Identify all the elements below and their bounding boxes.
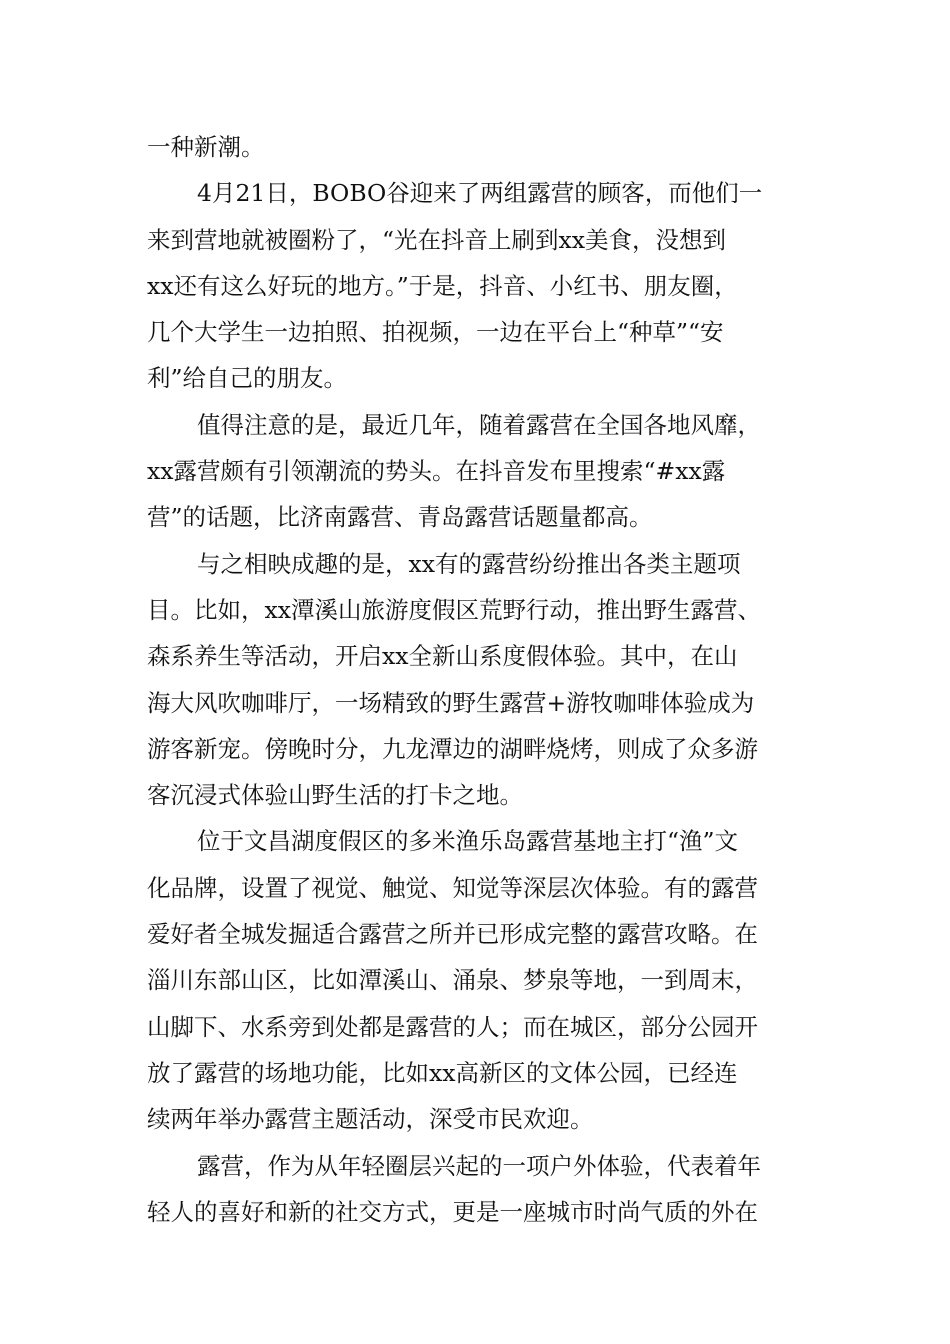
paragraph-first-line: 4月21日，BOBO谷迎来了两组露营的顾客，而他们一 — [197, 179, 763, 208]
text-line: 一种新潮。 — [147, 133, 265, 161]
text-line: 淄川东部山区，比如潭溪山、涌泉、梦泉等地，一到周末， — [147, 966, 758, 995]
text-line: 营”的话题，比济南露营、青岛露营话题量都高。 — [147, 503, 653, 532]
paragraph-first-line: 值得注意的是，最近几年，随着露营在全国各地风靡， — [197, 410, 761, 439]
text-line: 放了露营的场地功能，比如xx高新区的文体公园，已经连 — [147, 1058, 738, 1087]
text-line: 客沉浸式体验山野生活的打卡之地。 — [147, 781, 523, 810]
text-line: 几个大学生一边拍照、拍视频，一边在平台上“种草”“安 — [147, 318, 724, 347]
text-line: 森系养生等活动，开启xx全新山系度假体验。其中，在山 — [147, 642, 738, 671]
paragraph-first-line: 露营，作为从年轻圈层兴起的一项户外体验，代表着年 — [197, 1151, 761, 1180]
text-line: 山脚下、水系旁到处都是露营的人；而在城区，部分公园开 — [147, 1012, 758, 1041]
text-line: 续两年举办露营主题活动，深受市民欢迎。 — [147, 1105, 594, 1134]
text-line: 游客新宠。傍晚时分，九龙潭边的湖畔烧烤，则成了众多游 — [147, 734, 758, 763]
text-line: 爱好者全城发掘适合露营之所并已形成完整的露营攻略。在 — [147, 920, 758, 949]
paragraph-first-line: 与之相映成趣的是，xx有的露营纷纷推出各类主题项 — [197, 549, 741, 578]
text-line: 利”给自己的朋友。 — [147, 364, 348, 393]
text-line: 来到营地就被圈粉了，“光在抖音上刷到xx美食，没想到 — [147, 225, 727, 254]
paragraph-first-line: 位于文昌湖度假区的多米渔乐岛露营基地主打“渔”文 — [197, 827, 739, 856]
article-body — [147, 124, 807, 1235]
text-line: xx还有这么好玩的地方。”于是，抖音、小红书、朋友圈， — [147, 271, 738, 300]
text-line: 海大风吹咖啡厅，一场精致的野生露营+游牧咖啡体验成为 — [147, 688, 755, 717]
text-line: 目。比如，xx潭溪山旅游度假区荒野行动，推出野生露营、 — [147, 595, 762, 624]
text-line: 轻人的喜好和新的社交方式，更是一座城市时尚气质的外在 — [147, 1197, 758, 1226]
text-line: 化品牌，设置了视觉、触觉、知觉等深层次体验。有的露营 — [147, 873, 758, 902]
text-line: xx露营颇有引领潮流的势头。在抖音发布里搜索“#xx露 — [147, 457, 726, 486]
